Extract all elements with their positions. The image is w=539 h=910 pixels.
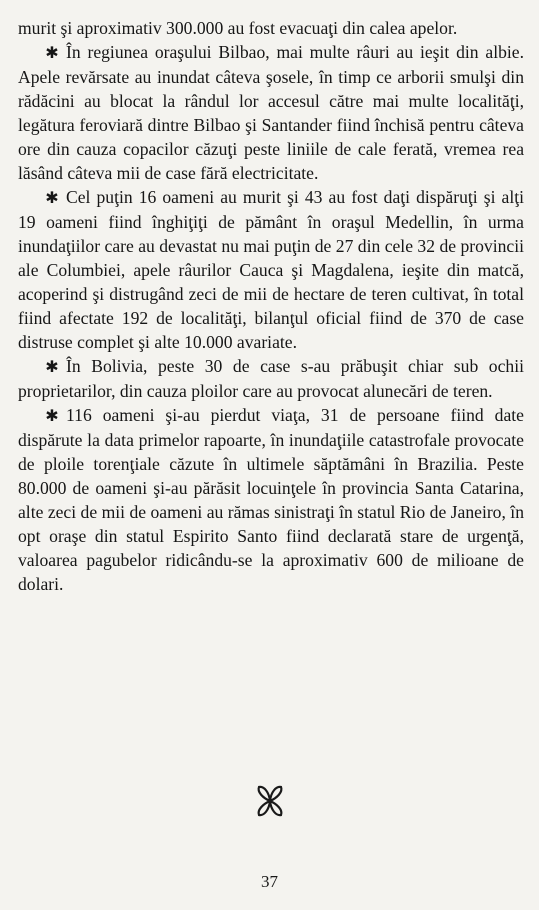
four-petal-ornament-icon <box>253 784 287 818</box>
paragraph-text: 116 oameni şi-au pierdut viaţa, 31 de persoane fiind date dispărute la data primelor rapoarte, în inundaţiile catastrofale provocate de ploile torenţiale căzute în ultimele săptămâni în Brazilia. Peste 80.000 de oameni şi-au părăsit locuinţele în provincia Santa Catarina, alte zeci de mii de oameni au rămas sinistraţi în statul Rio de Janeiro, în opt oraşe din statul Espirito Santo fiind declarată stare de urgenţă, valoarea pagubelor ridicându-se la aproximativ 600 de milioane de dolari. <box>18 405 524 594</box>
asterisk-bullet-icon: ✱ <box>45 406 59 425</box>
paragraph <box>18 16 524 40</box>
paragraph <box>18 354 524 403</box>
asterisk-bullet-icon: ✱ <box>45 188 59 207</box>
paragraph-text: În Bolivia, peste 30 de case s-au prăbuşit chiar sub ochii proprietarilor, din cauza ploilor care au provocat alunecări de teren. <box>18 356 524 401</box>
paragraph-text: În regiunea oraşului Bilbao, mai multe râuri au ieşit din albie. Apele revărsate au inundat câteva şosele, în timp ce arborii smulşi din rădăcini au blocat la rândul lor accesul către mai multe localităţi, legătura feroviară dintre Bilbao şi Santander fiind închisă pentru câteva ore din cauza copacilor căzuţi peste liniile de cale ferată, vremea rea lăsând câteva mii de case fără electricitate. <box>18 42 524 183</box>
asterisk-bullet-icon: ✱ <box>45 357 59 376</box>
body-text <box>18 16 524 596</box>
paragraph <box>18 40 524 185</box>
paragraph <box>18 185 524 354</box>
paragraph-text: murit şi aproximativ 300.000 au fost evacuaţi din calea apelor. <box>18 18 458 38</box>
paragraph <box>18 403 524 596</box>
page-number: 37 <box>261 872 278 891</box>
asterisk-bullet-icon: ✱ <box>45 43 59 62</box>
paragraph-text: Cel puţin 16 oameni au murit şi 43 au fost daţi dispăruţi şi alţi 19 oameni fiind înghiţiţi de pământ în oraşul Medellin, în urma inundaţiilor care au devastat nu mai puţin de 27 din cele 32 de provincii ale Columbiei, apele râurilor Cauca şi Magdalena, ieşite din matcă, acoperind şi distrugând zeci de mii de hectare de teren cultivat, în total fiind afectate 192 de localităţi, bilanţul oficial fiind de 370 de case distruse complet şi alte 10.000 avariate. <box>18 187 524 352</box>
